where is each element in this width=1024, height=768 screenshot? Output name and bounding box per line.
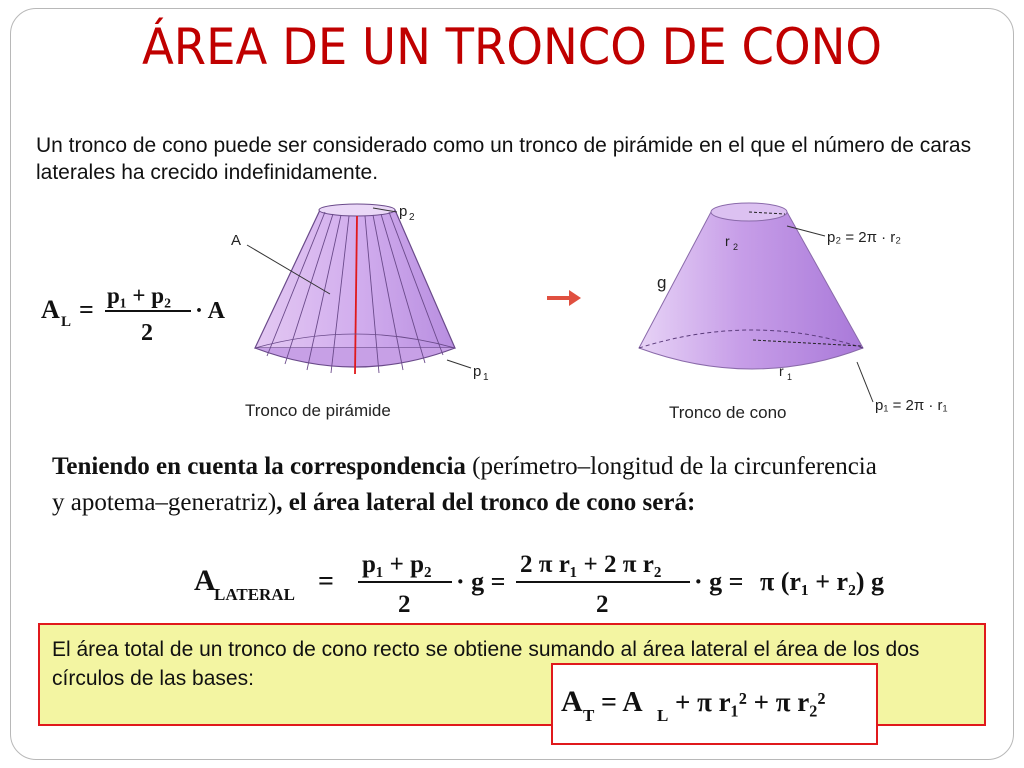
pyramid-label-p2-sub: 2 — [409, 212, 415, 223]
cone-label-g: g — [657, 273, 667, 292]
lateral-formula-frac1-num: p₁ + p₂ — [362, 551, 432, 578]
lateral-formula-lhs: A — [194, 564, 216, 597]
lateral-formula-lhs-sub: LATERAL — [214, 585, 295, 604]
pyramid-caption: Tronco de pirámide — [245, 401, 391, 420]
total-area-formula — [553, 665, 875, 741]
transition-arrow — [547, 290, 581, 306]
total-formula-lhs: A — [561, 685, 583, 718]
cone-formula-p1: p₁ = 2π · r₁ — [875, 397, 948, 414]
lateral-formula-frac1-den: 2 — [398, 591, 411, 618]
explanation-block — [48, 444, 998, 524]
lateral-formula-eq1: = — [318, 566, 334, 597]
pyramid-label-p1-sub: 1 — [483, 372, 489, 383]
formula-left-lhs: A — [41, 295, 60, 324]
total-area-formula-box — [551, 663, 878, 745]
formula-left-equals: = — [79, 295, 94, 324]
total-formula-rhs: = A — [601, 687, 643, 718]
cone-caption: Tronco de cono — [669, 403, 787, 422]
total-formula-lhs-sub: T — [583, 706, 595, 725]
lateral-area-formula-left — [41, 283, 226, 346]
formula-left-times-a: · A — [195, 298, 226, 324]
formula-left-lhs-sub: L — [61, 314, 72, 330]
pyramid-label-p2: p — [399, 203, 408, 220]
total-formula-tail: + π r₁² + π r₂² — [675, 687, 826, 717]
cone-formula-p2: p₂ = 2π · r₂ — [827, 229, 902, 246]
explanation-line-1 — [52, 453, 877, 480]
formula-left-denominator: 2 — [141, 320, 153, 346]
formula-left-numerator: p₁ + p₂ — [107, 283, 171, 308]
slide-title: ÁREA DE UN TRONCO DE CONO — [141, 18, 883, 76]
cone-label-r1-sub: 1 — [787, 372, 793, 382]
total-formula-rhs-sub: L — [657, 706, 669, 725]
frustum-figure — [35, 190, 985, 430]
pyramid-label-p1: p — [473, 363, 482, 380]
lateral-formula-result: π (r₁ + r₂) g — [760, 567, 885, 596]
cone-label-r2-sub: 2 — [733, 242, 739, 252]
lateral-formula-times1: · g = — [456, 567, 506, 596]
explanation-line-2-bold: , el área lateral del tronco de cono será: — [276, 489, 696, 516]
pyramid-frustum-drawing — [231, 203, 489, 420]
total-area-text: El área total de un tronco de cono recto se obtiene sumando al área lateral el área de los dos círculos de las bases: — [52, 638, 920, 690]
pyramid-label-a: A — [231, 232, 242, 249]
explanation-line-2 — [52, 489, 695, 516]
explanation-line-1-rest: (perímetro–longitud de la circunferencia — [465, 453, 877, 480]
lateral-formula-times2: · g = — [694, 567, 744, 596]
lateral-formula-frac2-den: 2 — [596, 591, 609, 618]
intro-paragraph: Un tronco de cono puede ser considerado como un tronco de pirámide en el que el número de caras laterales ha crecido indefinidamente. — [36, 134, 972, 184]
cone-label-r2: r — [725, 233, 730, 249]
lateral-formula-frac2-num: 2 π r₁ + 2 π r₂ — [520, 551, 662, 578]
cone-frustum-drawing — [639, 203, 948, 422]
lateral-formula — [190, 540, 910, 622]
explanation-line-2-rest: y apotema–generatriz) — [52, 489, 277, 516]
cone-label-r1: r — [779, 363, 784, 379]
explanation-line-1-bold: Teniendo en cuenta la correspondencia — [52, 453, 466, 480]
